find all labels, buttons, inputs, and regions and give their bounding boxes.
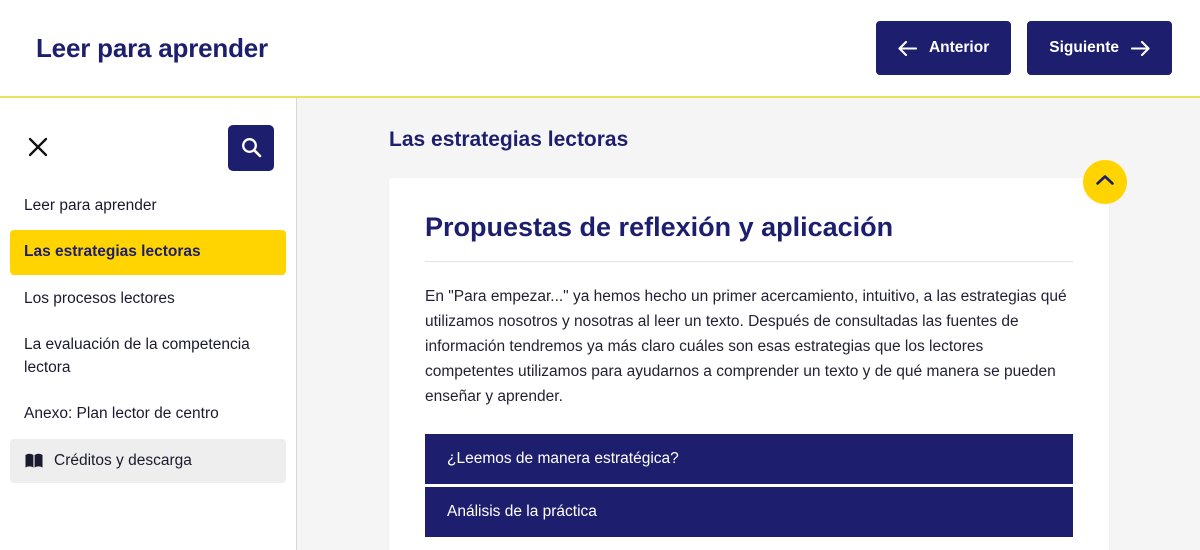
accordion-item[interactable] <box>425 487 1073 537</box>
search-icon <box>240 136 262 161</box>
pager-controls <box>876 21 1172 75</box>
card-title: Propuestas de reflexión y aplicación <box>425 212 1073 262</box>
main-content <box>297 98 1200 550</box>
accordion-list <box>425 434 1073 537</box>
sidebar-item-label: Leer para aprender <box>24 197 157 214</box>
book-icon <box>24 452 44 470</box>
arrow-right-icon <box>1131 41 1150 56</box>
sidebar-item-los-procesos-lectores[interactable] <box>10 277 286 321</box>
sidebar-item-las-estrategias-lectoras[interactable] <box>10 230 286 274</box>
previous-button[interactable] <box>876 21 1011 75</box>
sidebar-item-label: La evaluación de la competencia lectora <box>24 336 250 376</box>
next-button[interactable] <box>1027 21 1172 75</box>
accordion-item-label: ¿Leemos de manera estratégica? <box>447 449 679 467</box>
sidebar-item-label: Las estrategias lectoras <box>24 243 201 261</box>
sidebar-item-label: Los procesos lectores <box>24 289 175 307</box>
accordion-item-label: Análisis de la práctica <box>447 502 597 520</box>
accessibility-widget-button[interactable] <box>1158 508 1192 542</box>
collapse-card-button[interactable] <box>1083 160 1127 204</box>
card-paragraph: En "Para empezar..." ya hemos hecho un primer acercamiento, intuitivo, a las estrategias qué utilizamos nosotros y nosotras al leer un texto. Después de consultadas las fuentes de información tendremos ya más claro cuáles son esas estrategias que los lectores competentes utilizamos para ayudarnos a comprender un texto y de qué manera se pueden enseñar y aprender. <box>425 288 1067 406</box>
chevron-up-icon <box>1095 174 1115 190</box>
accordion-item[interactable] <box>425 434 1073 484</box>
previous-button-label: Anterior <box>928 39 990 56</box>
sidebar-item-label: Créditos y descarga <box>54 451 192 469</box>
sidebar-item-creditos-y-descarga[interactable] <box>10 439 286 483</box>
next-button-label: Siguiente <box>1049 39 1119 56</box>
close-sidebar-button[interactable] <box>22 132 54 164</box>
close-icon <box>26 135 50 162</box>
body-area <box>0 98 1200 550</box>
sidebar-item-label: Anexo: Plan lector de centro <box>24 405 219 423</box>
app-header <box>0 0 1200 98</box>
sidebar-item-leer-para-aprender[interactable] <box>10 184 286 228</box>
page-title: Leer para aprender <box>36 32 268 63</box>
sidebar-item-anexo-plan-lector-de-centro[interactable] <box>10 392 286 436</box>
sidebar-item-la-evaluacion-de-la-competencia-lectora[interactable] <box>10 323 286 390</box>
search-button[interactable] <box>228 125 274 171</box>
sidebar-toolbar <box>0 98 296 184</box>
accessibility-widget-icon <box>1160 508 1190 543</box>
sidebar <box>0 98 297 550</box>
table-of-contents <box>0 184 296 483</box>
section-title: Las estrategias lectoras <box>389 128 629 151</box>
content-card <box>389 178 1109 550</box>
arrow-left-icon <box>898 41 917 56</box>
